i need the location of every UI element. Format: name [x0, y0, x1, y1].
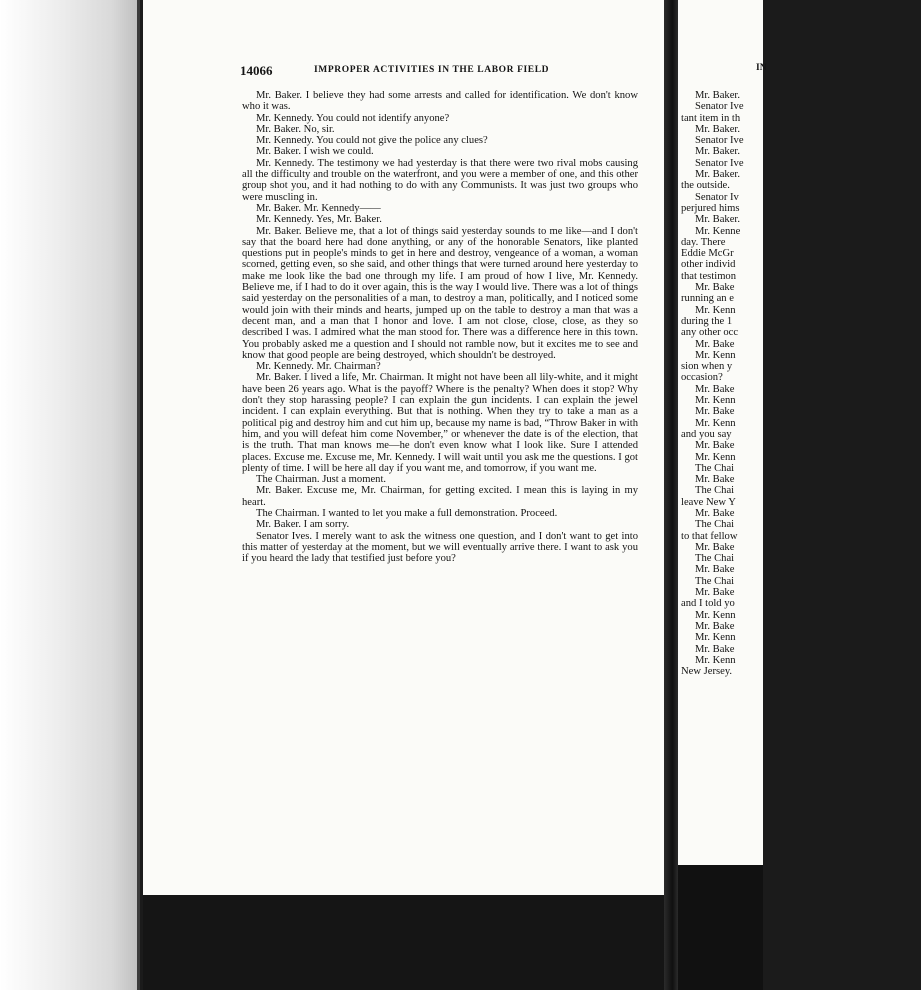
scan-bottom-shadow-right	[678, 865, 763, 990]
right-page-line: Mr. Bake	[695, 587, 735, 599]
right-page-line: The Chai	[695, 553, 735, 565]
paragraph: Mr. Baker. Mr. Kennedy——	[256, 202, 381, 214]
running-head	[240, 63, 640, 79]
paragraph: Mr. Baker. No, sir.	[256, 123, 335, 135]
paragraph: Mr. Baker. Excuse me, Mr. Chairman, for getting excited. I mean this is laying in my heart.	[242, 485, 638, 508]
right-page-line: and I told yo	[681, 598, 735, 610]
paragraph: Mr. Baker. I wish we could.	[256, 146, 374, 158]
right-page-line: The Chai	[695, 575, 735, 587]
right-page-line: any other occ	[681, 327, 739, 339]
right-page-line: Senator Iv	[695, 191, 739, 203]
right-page-text	[681, 90, 921, 677]
paragraph: Mr. Kennedy. The testimony we had yesterday is that there were two rival mobs causing all the difficulty and trouble on the waterfront, and you were a member of one, and this other group shot you, and it had nothing to do with any Communists. It was just two groups who were muscling in.	[242, 157, 638, 203]
right-page-line: to that fellow	[681, 530, 738, 542]
right-page-line: Mr. Kenn	[695, 304, 736, 316]
right-page-line: Mr. Baker.	[695, 146, 741, 158]
right-page-line: Mr. Bake	[695, 541, 735, 553]
right-page-line: other individ	[681, 259, 736, 271]
paragraph: Mr. Baker. I lived a life, Mr. Chairman. It might not have been all lily-white, and it might have been 26 years ago. What is the payoff? Where is the penalty? When does it stop? Why don't they stop harassing people? I can explain the gun incidents. I can explain the jewel incident. I can explain everything. But that is nothing. When they try to take a man as a political pig and destroy him and cut him up, because my name is bad, “Throw Baker in with him, and you will defeat him come November,” or whenever the date is of the election, that is the truth. That man knows me—he don't even know what I look like. Sure I attended places. Excuse me. Excuse me, Mr. Kennedy. I will wait until you ask me the questions. I got plenty of time. I will be here all day if you want me, and tomorrow, if you want me.	[242, 372, 638, 474]
right-page-line: Senator Ive	[695, 101, 744, 113]
right-page-line: Mr. Bake	[695, 338, 735, 350]
right-page-line: Mr. Kenn	[695, 632, 736, 644]
right-page-line: running an e	[681, 293, 734, 305]
right-page-line: New Jersey.	[681, 666, 733, 678]
right-page-line: Mr. Kenn	[695, 654, 736, 666]
right-page-line: and you say	[681, 428, 732, 440]
right-page-line: Mr. Baker.	[695, 169, 741, 181]
paragraph: The Chairman. I wanted to let you make a full demonstration. Proceed.	[256, 507, 558, 519]
paragraph: Mr. Baker. I believe they had some arrests and called for identification. We don't know who it was.	[242, 90, 638, 113]
right-page-line: Senator Ive	[695, 157, 744, 169]
right-page-line: Mr. Kenne	[695, 225, 741, 237]
right-page-line: Eddie McGr	[681, 248, 734, 260]
right-page-line: Mr. Baker.	[695, 90, 741, 101]
right-page-line: Mr. Kenn	[695, 609, 736, 621]
right-page-line: Mr. Bake	[695, 620, 735, 632]
paragraph: Mr. Baker. Believe me, that a lot of things said yesterday sounds to me like—and I don't say that the board here had done anything, or any of the honorable Senators, like planted questions put in people's minds to get in here and destroy, vengeance of a woman, a woman scorned, getting even, so she said, and other things that were turned around here yesterday to make me look like the bad one through my life. I am proud of how I live, Mr. Kennedy. Believe me, if I had to do it over again, this is the way I would live. There was a lot of things said yesterday on the personalities of a man, to destroy a man, politically, and I noticed some would join with their minds and hearts, jumped up on the table to destroy a man that was a decent man, and a man that I honor and love. I am not close, close, close, as they so described I was. I admired what the man stood for. There was a difference here in this town. You probably asked me a question and I should not ramble now, but it excites me to see and know that good people are being destroyed, which shouldn't be destroyed.	[242, 225, 638, 361]
right-page-line: Mr. Bake	[695, 507, 735, 519]
running-head-title: IMPROPER ACTIVITIES IN THE LABOR FIELD	[314, 65, 550, 75]
paragraph: Senator Ives. I merely want to ask the witness one question, and I don't want to get into this matter of yesterday at the moment, but we will eventually arrive there. I want to ask you if you heard the lady that testified just before you?	[242, 530, 638, 565]
right-page-line: Mr. Kenn	[695, 395, 736, 407]
right-page-line: perjured hims	[681, 202, 740, 214]
book-gutter	[664, 0, 678, 990]
right-page-line: Senator Ive	[695, 135, 744, 147]
paragraph: The Chairman. Just a moment.	[256, 474, 387, 486]
right-page-line: that testimon	[681, 270, 737, 282]
paragraph: Mr. Baker. I am sorry.	[256, 519, 350, 531]
right-page-line: Mr. Kenn	[695, 349, 736, 361]
right-page-line: Mr. Bake	[695, 643, 735, 655]
right-page-line: Mr. Bake	[695, 282, 735, 294]
paragraph: Mr. Kennedy. Mr. Chairman?	[256, 361, 381, 373]
right-page-line: day. There	[681, 236, 726, 248]
right-page-line: The Chai	[695, 485, 735, 497]
right-page-line: Mr. Bake	[695, 440, 735, 452]
right-page-line: The Chai	[695, 519, 735, 531]
right-page-line: Mr. Kenn	[695, 451, 736, 463]
right-page-line: leave New Y	[681, 496, 736, 508]
right-page-running-head: IN	[756, 63, 767, 73]
right-page-line: Mr. Baker.	[695, 214, 741, 226]
right-page-line: Mr. Bake	[695, 474, 735, 486]
right-page-line: Mr. Baker.	[695, 123, 741, 135]
scan-bottom-shadow	[143, 895, 664, 990]
hearing-transcript	[242, 90, 638, 564]
right-page-line: sion when y	[681, 361, 733, 373]
right-page-line: during the 1	[681, 315, 733, 327]
paragraph: Mr. Kennedy. Yes, Mr. Baker.	[256, 214, 382, 226]
right-page-line: occasion?	[681, 372, 723, 384]
scan-left-margin	[0, 0, 140, 990]
paragraph: Mr. Kennedy. You could not give the police any clues?	[256, 135, 488, 147]
right-page-line: tant item in th	[681, 112, 741, 124]
right-page-line: Mr. Bake	[695, 383, 735, 395]
right-page-line: Mr. Kenn	[695, 417, 736, 429]
right-page-line: the outside.	[681, 180, 730, 192]
right-page-line: The Chai	[695, 462, 735, 474]
right-page-line: Mr. Bake	[695, 406, 735, 418]
paragraph: Mr. Kennedy. You could not identify anyone?	[256, 112, 450, 124]
page-number: 14066	[240, 63, 273, 78]
right-page-line: Mr. Bake	[695, 564, 735, 576]
